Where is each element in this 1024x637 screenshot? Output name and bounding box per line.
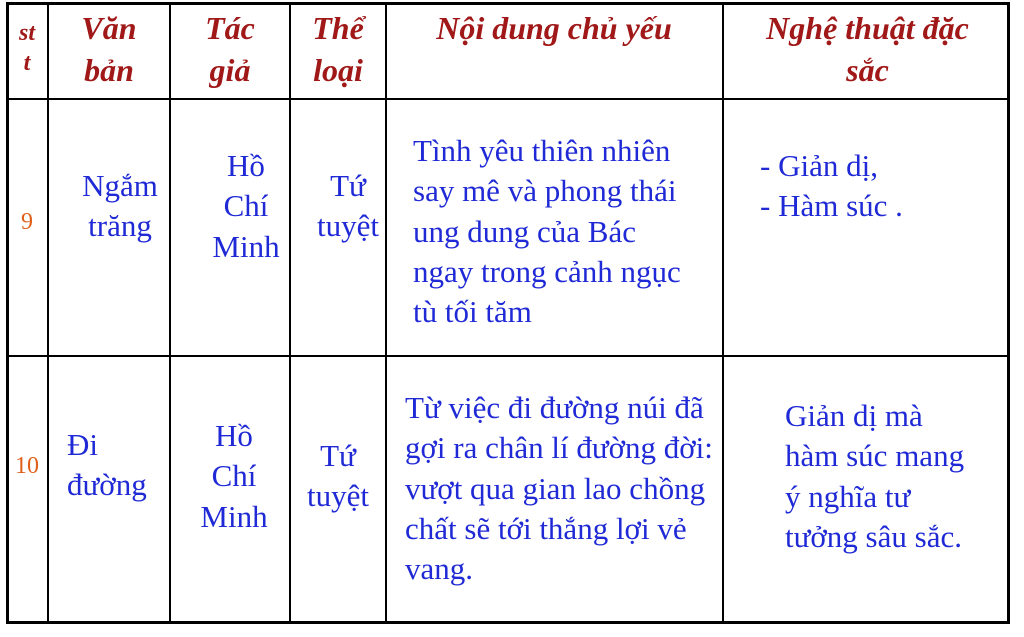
row-1-van-ban: Ngắm trăng <box>82 168 158 244</box>
row-divider <box>6 355 1010 357</box>
row-1-nghe-thuat: - Giản dị, - Hàm súc . <box>760 148 903 224</box>
row-1-the-loai: Tứ tuyệt <box>317 168 379 244</box>
header-stt: st t <box>18 20 35 76</box>
header-the-loai: Thể loại <box>312 10 364 88</box>
row-1-tac-gia: Hồ Chí Minh <box>212 148 280 264</box>
column-divider <box>47 2 49 624</box>
row-2-noi-dung: Từ việc đi đường núi đã gợi ra chân lí đường đời: vượt qua gian lao chồng chất sẽ tới thắng lợi vẻ vang. <box>405 390 713 587</box>
row-2-stt: 10 <box>15 453 39 479</box>
row-2-nghe-thuat: Giản dị mà hàm súc mang ý nghĩa tư tưởng sâu sắc. <box>785 398 965 554</box>
row-divider <box>6 98 1010 100</box>
header-noi-dung: Nội dung chủ yếu <box>436 10 672 46</box>
row-2-van-ban: Đi đường <box>67 427 147 503</box>
header-nghe-thuat: Nghệ thuật đặc sắc <box>766 10 969 88</box>
header-tac-gia: Tác giả <box>205 10 255 88</box>
column-divider <box>289 2 291 624</box>
row-2-the-loai: Tứ tuyệt <box>307 438 369 514</box>
row-1-stt: 9 <box>21 209 33 235</box>
header-van-ban: Văn bản <box>81 10 137 88</box>
column-divider <box>169 2 171 624</box>
column-divider <box>385 2 387 624</box>
row-1-noi-dung: Tình yêu thiên nhiên say mê và phong thái ung dung của Bác ngay trong cảnh ngục tù tối tăm <box>413 133 681 330</box>
row-2-tac-gia: Hồ Chí Minh <box>200 418 268 534</box>
